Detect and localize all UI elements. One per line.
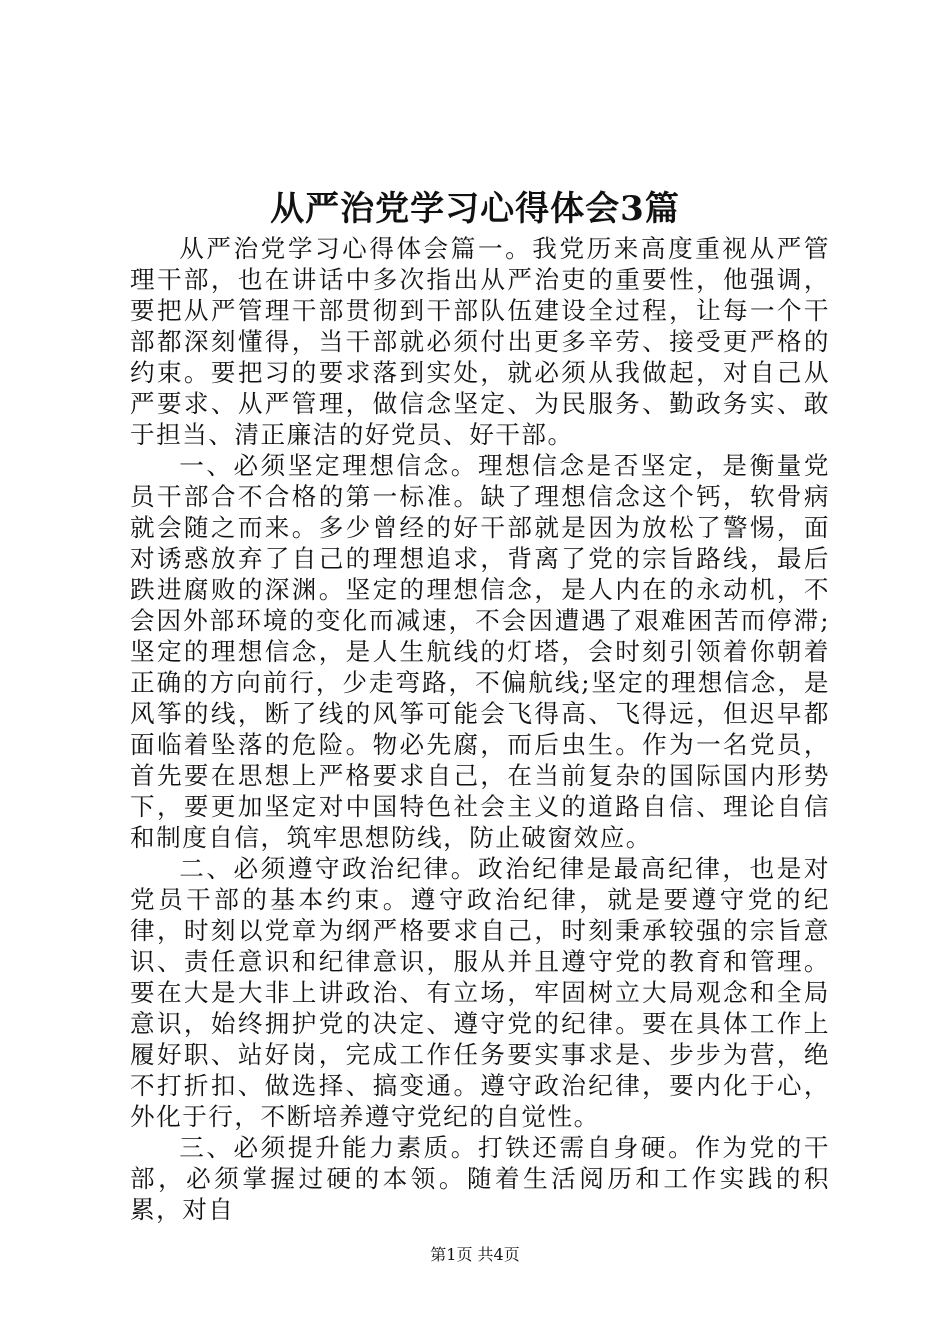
- document-body: [130, 233, 830, 1225]
- paragraph-section-1: 一、必须坚定理想信念。理想信念是否坚定，是衡量党员干部合不合格的第一标准。缺了理想信念这个钙，软骨病就会随之而来。多少曾经的好干部就是因为放松了警惕，面对诱惑放弃了自己的理想追求，背离了党的宗旨路线，最后跌进腐败的深渊。坚定的理想信念，是人内在的永动机，不会因外部环境的变化而减速，不会因遭遇了艰难困苦而停滞;坚定的理想信念，是人生航线的灯塔，会时刻引领着你朝着正确的方向前行，少走弯路，不偏航线;坚定的理想信念，是风筝的线，断了线的风筝可能会飞得高、飞得远，但迟早都面临着坠落的危险。物必先腐，而后虫生。作为一名党员，首先要在思想上严格要求自己，在当前复杂的国际国内形势下，要更加坚定对中国特色社会主义的道路自信、理论自信和制度自信，筑牢思想防线，防止破窗效应。: [130, 451, 830, 852]
- paragraph-intro: 从严治党学习心得体会篇一。我党历来高度重视从严管理干部，也在讲话中多次指出从严治吏的重要性，他强调，要把从严管理干部贯彻到干部队伍建设全过程，让每一个干部都深刻懂得，当干部就必须付出更多辛劳、接受更严格的约束。要把习的要求落到实处，就必须从我做起，对自己从严要求、从严管理，做信念坚定、为民服务、勤政务实、敢于担当、清正廉洁的好党员、好干部。: [130, 234, 830, 449]
- paragraph-section-2: 二、必须遵守政治纪律。政治纪律是最高纪律，也是对党员干部的基本约束。遵守政治纪律，就是要遵守党的纪律，时刻以党章为纲严格要求自己，时刻秉承较强的宗旨意识、责任意识和纪律意识，服从并且遵守党的教育和管理。要在大是大非上讲政治、有立场，牢固树立大局观念和全局意识，始终拥护党的决定、遵守党的纪律。要在具体工作上履好职、站好岗，完成工作任务要实事求是、步步为营，绝不打折扣、做选择、搞变通。遵守政治纪律，要内化于心，外化于行，不断培养遵守党纪的自觉性。: [130, 854, 830, 1131]
- paragraph-section-3: 三、必须提升能力素质。打铁还需自身硬。作为党的干部，必须掌握过硬的本领。随着生活阅历和工作实践的积累，对自: [130, 1133, 830, 1224]
- document-title: 从严治党学习心得体会3篇: [270, 189, 680, 229]
- page-footer: 第1页 共4页: [430, 1245, 520, 1264]
